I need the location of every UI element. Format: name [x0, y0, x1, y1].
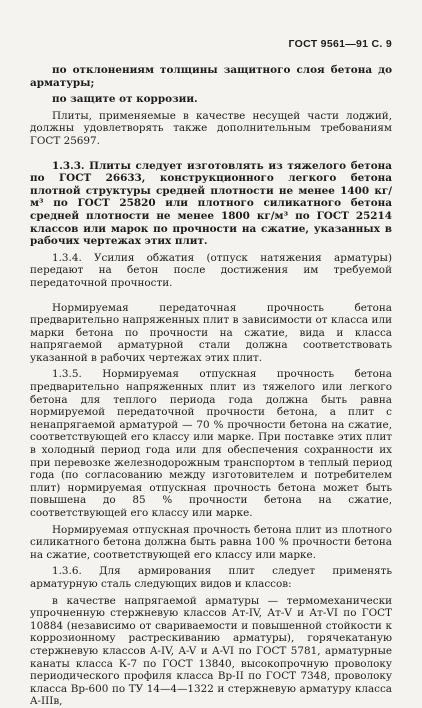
paragraph-1-3-6: 1.3.6. Для армирования плит следует применять арматурную сталь следующих видов и классов: [30, 565, 392, 590]
paragraph-corrosion: по защите от коррозии. [52, 93, 198, 106]
paragraph-deviation: по отклонениям толщины защитного слоя бетона до арматуры; [30, 64, 392, 89]
paragraph-reinforcement: в качестве напрягаемой арматуры — термомеханически упрочненную стержневую классов Ат-IV, Ат-V и Ат-VI по ГОСТ 10884 (независимо от свариваемости и повышенной стойкости к коррозионному растрескиванию арматуры), горячекатаную стержневую классов A-IV, A-V и A-VI по ГОСТ 5781, арматурные канаты класса К-7 по ГОСТ 13840, высокопрочную проволоку периодического профиля класса Вр-II по ГОСТ 7348, проволоку класса Вр-600 по ТУ 14—4—1322 и стержневую арматуру класса A-IIIв, [30, 594, 392, 708]
paragraph-transfer-strength: Нормируемая передаточная прочность бетона предварительно напряженных плит в зависимости от класса или марки бетона по прочности на сжатие, вида и класса напрягаемой арматурной стали должна соответствовать указанной в рабочих чертежах этих плит. [30, 301, 392, 364]
paragraph-silicate: Нормируемая отпускная прочность бетона плит из плотного силикатного бетона должна быть равна 100 % прочности бетона на сжатие, соответствующей его классу или марке. [30, 523, 392, 561]
document-body [30, 64, 392, 708]
paragraph-1-3-3: 1.3.3. Плиты следует изготовлять из тяжелого бетона по ГОСТ 26633, конструкционного легкого бетона плотной структуры средней плотности не менее 1400 кг/м³ по ГОСТ 25820 или плотного силикатного бетона средней плотности не менее 1800 кг/м³ по ГОСТ 25214 классов или марок по прочности на сжатие, указанных в рабочих чертежах этих плит. [30, 159, 392, 248]
paragraph-1-3-5: 1.3.5. Нормируемая отпускная прочность бетона предварительно напряженных плит из тяжелого или легкого бетона для теплого периода года должна быть равна нормируемой передаточной прочности бетона, а плит с ненапрягаемой арматурой — 70 % прочности бетона на сжатие, соответствующей его классу или марке. При поставке этих плит в холодный период года или для обеспечения сохранности их при перевозке железнодорожным транспортом в теплый период года (по согласованию между изготовителем и потребителем плит) нормируемая отпускная прочность бетона может быть повышена до 85 % прочности бетона на сжатие, соответствующей его классу или марке. [30, 368, 392, 519]
paragraph-1-3-4: 1.3.4. Усилия обжатия (отпуск натяжения арматуры) передают на бетон после достижения им требуемой передаточной прочности. [30, 251, 392, 289]
page-header: ГОСТ 9561—91 С. 9 [288, 38, 392, 50]
paragraph-loggia: Плиты, применяемые в качестве несущей части лоджий, должны удовлетворять также дополнительным требованиям ГОСТ 25697. [30, 109, 392, 147]
